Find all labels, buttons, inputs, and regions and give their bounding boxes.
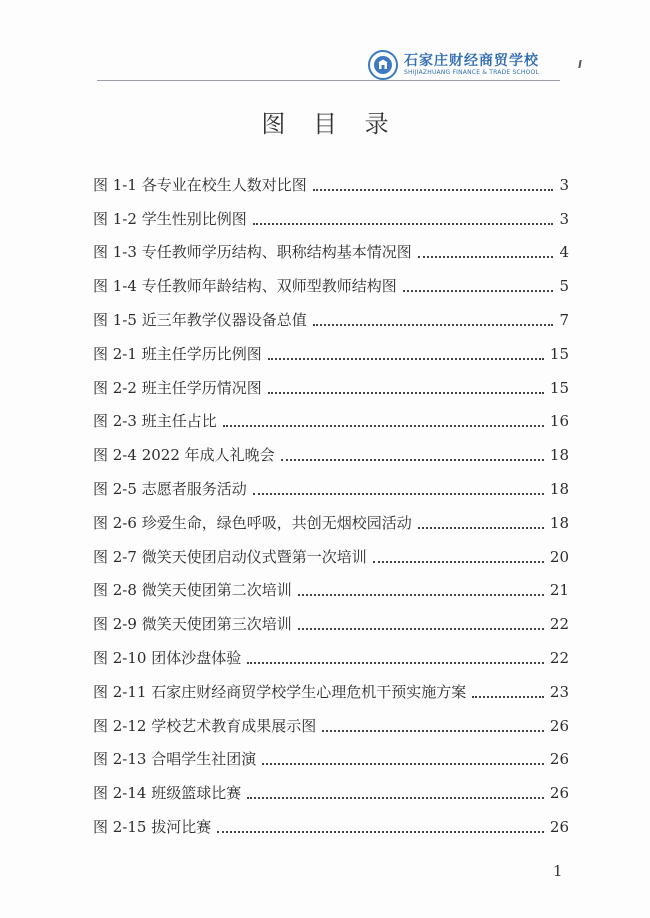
toc-entry-page: 26: [549, 784, 569, 803]
toc-entry-page: 26: [549, 716, 569, 735]
toc-entry[interactable]: [93, 574, 569, 608]
toc-entry[interactable]: [93, 303, 569, 337]
toc-entry-page: 18: [549, 480, 569, 499]
dot-leader: [268, 392, 544, 394]
toc-entry-label: 图 2-10 团体沙盘体验: [93, 649, 242, 668]
toc-entry-label: 图 2-4 2022 年成人礼晚会: [93, 446, 275, 465]
toc-entry[interactable]: [93, 371, 569, 405]
dot-leader: [373, 561, 544, 563]
dot-leader: [262, 763, 544, 765]
toc-entry-label: 图 1-4 专任教师年龄结构、双师型教师结构图: [93, 277, 397, 296]
toc-entry[interactable]: [93, 540, 569, 574]
dot-leader: [247, 662, 544, 664]
toc-entry-label: 图 2-2 班主任学历情况图: [93, 378, 262, 397]
toc-entry-label: 图 2-11 石家庄财经商贸学校学生心理危机干预实施方案: [93, 682, 467, 701]
toc-entry-label: 图 2-6 珍爱生命，绿色呼吸，共创无烟校园活动: [93, 513, 412, 532]
dot-leader: [472, 696, 544, 698]
dot-leader: [298, 628, 544, 630]
dot-leader: [253, 493, 544, 495]
toc-entry[interactable]: [93, 675, 569, 709]
page-number: 1: [553, 862, 563, 880]
toc-entry-page: 16: [549, 412, 569, 431]
dot-leader: [298, 594, 544, 596]
dot-leader: [217, 831, 544, 833]
toc-entry[interactable]: [93, 236, 569, 270]
toc-entry-page: 3: [559, 175, 569, 194]
toc-entry-page: 22: [549, 649, 569, 668]
toc-entry-label: 图 1-2 学生性别比例图: [93, 209, 247, 228]
dot-leader: [253, 223, 554, 225]
toc-entry-page: 18: [549, 446, 569, 465]
toc-entry[interactable]: [93, 776, 569, 810]
dot-leader: [403, 290, 554, 292]
toc-entry[interactable]: [93, 709, 569, 743]
toc-entry-page: 4: [559, 243, 569, 262]
toc-entry-label: 图 1-3 专任教师学历结构、职称结构基本情况图: [93, 243, 412, 262]
header-divider: [97, 80, 560, 81]
dot-leader: [313, 324, 554, 326]
dot-leader: [247, 797, 544, 799]
toc-entry-page: 5: [559, 277, 569, 296]
toc-entry-label: 图 2-13 合唱学生社团演: [93, 750, 257, 769]
toc-entry-label: 图 2-12 学校艺术教育成果展示图: [93, 716, 317, 735]
toc-entry-label: 图 1-5 近三年教学仪器设备总值: [93, 311, 307, 330]
school-name-cn: 石家庄财经商贸学校: [404, 53, 539, 69]
dot-leader: [223, 425, 544, 427]
toc-entry-label: 图 2-9 微笑天使团第三次培训: [93, 615, 292, 634]
dot-leader: [418, 256, 554, 258]
toc-entry-label: 图 2-5 志愿者服务活动: [93, 480, 247, 499]
dot-leader: [322, 730, 544, 732]
toc-entry-page: 7: [559, 311, 569, 330]
toc-entry-label: 图 2-3 班主任占比: [93, 412, 217, 431]
toc-entry[interactable]: [93, 438, 569, 472]
toc-entry-page: 21: [549, 581, 569, 600]
school-emblem-icon: [368, 50, 398, 80]
toc-entry-label: 图 2-1 班主任学历比例图: [93, 344, 262, 363]
dot-leader: [418, 527, 544, 529]
figure-list: [93, 168, 569, 844]
toc-entry-page: 26: [549, 750, 569, 769]
school-name-en: SHIJIAZHUANG FINANCE & TRADE SCHOOL: [404, 69, 539, 76]
toc-entry[interactable]: [93, 743, 569, 777]
toc-entry-page: 23: [549, 682, 569, 701]
school-logo: [368, 50, 539, 80]
toc-entry[interactable]: [93, 607, 569, 641]
toc-entry[interactable]: [93, 810, 569, 844]
toc-entry-label: 图 2-8 微笑天使团第二次培训: [93, 581, 292, 600]
toc-entry[interactable]: [93, 337, 569, 371]
dot-leader: [313, 189, 554, 191]
header-mark: [578, 60, 581, 68]
toc-entry-page: 15: [549, 344, 569, 363]
toc-entry[interactable]: [93, 472, 569, 506]
toc-entry[interactable]: [93, 202, 569, 236]
toc-entry-page: 15: [549, 378, 569, 397]
toc-entry-label: 图 2-7 微笑天使团启动仪式暨第一次培训: [93, 547, 367, 566]
toc-entry[interactable]: [93, 641, 569, 675]
toc-entry-page: 3: [559, 209, 569, 228]
toc-entry-label: 图 2-14 班级篮球比赛: [93, 784, 242, 803]
toc-entry-page: 26: [549, 818, 569, 837]
toc-entry[interactable]: [93, 405, 569, 439]
toc-entry[interactable]: [93, 269, 569, 303]
toc-entry-page: 20: [549, 547, 569, 566]
toc-entry-page: 18: [549, 513, 569, 532]
toc-entry-label: 图 2-15 拔河比赛: [93, 818, 212, 837]
page-title: 图 目 录: [261, 110, 399, 138]
dot-leader: [281, 459, 544, 461]
toc-entry[interactable]: [93, 168, 569, 202]
toc-entry-label: 图 1-1 各专业在校生人数对比图: [93, 175, 307, 194]
dot-leader: [268, 358, 544, 360]
toc-entry[interactable]: [93, 506, 569, 540]
toc-entry-page: 22: [549, 615, 569, 634]
